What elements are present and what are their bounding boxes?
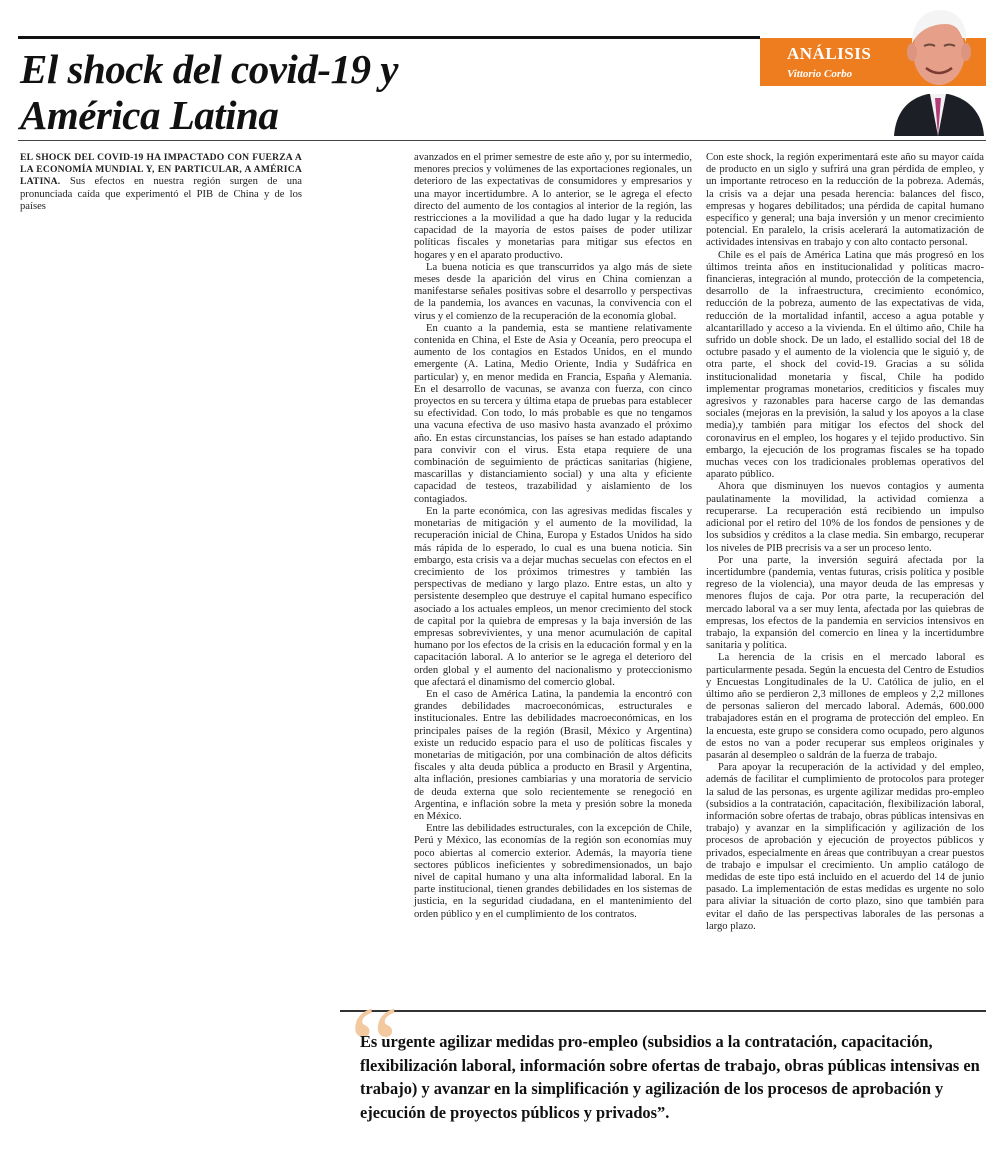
- section-label: ANÁLISIS: [787, 44, 872, 63]
- header-divider: [18, 140, 986, 141]
- author-name: Vittorio Corbo: [787, 68, 853, 80]
- paragraph: La buena noticia es que transcurridos ya algo más de siete meses desde la aparición del virus en China comienzan a manifestarse señales positivas sobre el desarrollo y perspectivas de la pandemia, los avances en vacunas, la convivencia con el virus y el comienzo de la recuperación de la economía global.: [414, 261, 692, 322]
- paragraph: Entre las debilidades estructurales, con la excepción de Chile, Perú y México, las economías de la región son economías muy poco abiertas al comercio exterior. Además, la mayoría tiene sectores públicos ineficientes y sobredimensionados, un bajo nivel de capital humano y una alta informalidad laboral. En la parte institucional, tienen grandes debilidades en los sistemas de justicia, en la seguridad ciudadana, en el mantenimiento del orden público y en el cumplimiento de los contratos.: [414, 823, 692, 920]
- article-column-2: [414, 152, 692, 921]
- headline-line-1: El shock del covid-19 y: [20, 46, 398, 92]
- article-column-1: [20, 152, 302, 213]
- paragraph: La herencia de la crisis en el mercado laboral es particularmente pesada. Según la encuesta del Centro de Estudios y Encuestas Longitudinales de la U. Católica de julio, en el último año se perdieron 2,3 millones de empleos y 2,2 millones de personas salieron del mercado laboral. Además, 600.000 trabajadores están en el programa de protección del empleo. En la encuesta, este grupo se considera como ocupado, pero algunos de estos no van a poder recuperar sus empleos originales y pasarán al desempleo o saldrán de la fuerza de trabajo.: [706, 652, 984, 761]
- lead-caps: EL SHOCK DEL COVID-19 HA IMPACTADO CON FUERZA A LA ECONOMÍA MUNDIAL Y, EN PARTICULAR, A AMÉRICA LATINA.: [20, 152, 302, 188]
- quote-mark-icon: “: [350, 984, 399, 1106]
- paragraph: En la parte económica, con las agresivas medidas fiscales y monetarias de mitigación y el aumento de la movilidad, la recuperación inicial de China, Europa y Estados Unidos ha sido más rápida de lo esperado, lo cual es una buena noticia. Sin embargo, esta crisis va a dejar muchas secuelas con efectos en el crecimiento de los próximos trimestres y también las perspectivas de mediano y largo plazo. Entre estas, un alto y persistente desempleo que destruye el capital humano específico asociado a los actuales empleos, un menor crecimiento del stock de capital por la quiebra de empresas y la baja inversión de las empresas sobrevivientes, y una menor acumulación de capital humano por los efectos de la crisis en la educación formal y en la capacitación laboral. A lo anterior se le agrega el deterioro del orden global y el aumento del nacionalismo y proteccionismo que afectará el dinamismo del comercio global.: [414, 505, 692, 688]
- pullquote-rule: [340, 1010, 986, 1012]
- pullquote: Es urgente agilizar medidas pro-empleo (subsidios a la contratación, capacitación, flexibilización laboral, información sobre ofertas de trabajo, obras públicas intensivas en trabajo) y avanzar en la simplificación y agilización de los procesos de aprobación y ejecución de proyectos públicos y privados”.: [360, 1032, 980, 1122]
- article-column-3: [706, 152, 984, 933]
- paragraph: En el caso de América Latina, la pandemia la encontró con grandes debilidades macroeconómicas, estructurales e institucionales. Entre las debilidades macroeconómicas, en los principales países de la región (Brasil, México y Argentina) existe un reducido espacio para el uso de políticas fiscales y monetarias de mitigación, por una combinación de altos déficits fiscales y alta deuda pública a producto en Brasil y Argentina, alta inflación, presiones cambiarias y una moratoria de servicio de deuda externa que solo recientemente se renegoció en Argentina, e inflación sobre la meta y presión sobre la moneda en México.: [414, 688, 692, 822]
- paragraph: Para apoyar la recuperación de la actividad y del empleo, además de facilitar el cumplimiento de protocolos para proteger la salud de las personas, es urgente agilizar medidas pro-empleo (subsidios a la contratación, capacitación, flexibilización laboral, información sobre ofertas de trabajo, obras públicas intensivas en trabajo) y avanzar en la simplificación y agilización de los procesos de aprobación y ejecución de proyectos públicos y privados, especialmente en áreas que contribuyan a crear puestos de trabajo e impulsar el crecimiento. Un amplio catálogo de medidas de este tipo está incluido en el acuerdo del 14 de junio pasado. La implementación de estas medidas es urgente no solo para aliviar la situación de corto plazo, sino que también para evitar el daño de las perspectivas laborales de las personas a largo plazo.: [706, 762, 984, 932]
- lead-paragraph: [20, 152, 302, 213]
- paragraph: Chile es el país de América Latina que más progresó en los últimos treinta años en institucionalidad y políticas macro-financieras, integración al mundo, protección de la competencia, desarrollo de la infraestructura, crecimiento económico, reducción de la pobreza, aumento de las expectativas de vida, reducción de la mortalidad infantil, acceso a agua potable y alcantarillado y acceso a la vivienda. En el último año, Chile ha sufrido un doble shock. De un lado, el estallido social del 18 de octubre pasado y el aumento de la violencia que le siguió y, de otra parte, el shock del covid-19. Gracias a su sólida institucionalidad monetaria y fiscal, Chile ha podido implementar programas monetarios, crediticios y fiscales muy agresivos y razonables para hacerse cargo de las demandas sociales (mejoras en la previsión, la salud y los apoyos a la clase media),y también para mitigar los efectos del shock del coronavirus en el empleo, los hogares y el tejido productivo. Sin embargo, la ejecución de los programas fiscales se ha topado muchas veces con los tradicionales problemas operativos del aparato público.: [706, 249, 984, 481]
- paragraph: En cuanto a la pandemia, esta se mantiene relativamente contenida en China, el Este de Asia y Oceanía, pero preocupa el aumento de los contagios en Estados Unidos, en el mundo emergente (A. Latina, Medio Oriente, India y Sudáfrica en particular) y, en menor medida en Francia, España y Alemania. En el desarrollo de vacunas, se avanza con fuerza, con cinco proyectos en su tercera y última etapa de pruebas para establecer su efectividad. Con todo, lo más probable es que no tengamos una vacuna efectiva de uso masivo hasta avanzado el próximo año. En estas circunstancias, los países se han estado adaptando para convivir con el virus. Esta etapa requiere de una combinación de seguimiento de prácticas sanitarias (higiene, mascarillas y distanciamiento social) y una alta y eficiente capacidad de testeos, trazabilidad y aislamiento de los contagiados.: [414, 322, 692, 505]
- author-photo: [888, 0, 988, 136]
- top-rule: [18, 36, 760, 39]
- paragraph: Con este shock, la región experimentará este año su mayor caída de producto en un siglo y sufrirá una gran pérdida de empleo, y un importante retroceso en la reducción de la pobreza. Además, la crisis va a dejar una pesada herencia: balances del fisco, empresas y hogares debilitados; una pérdida de capital humano específico y general; una baja inversión y un menor crecimiento potencial. En paralelo, la crisis acelerará la automatización de actividades intensivas en trabajo y con alto contacto personal.: [706, 152, 984, 249]
- paragraph: Por una parte, la inversión seguirá afectada por la incertidumbre (pandemia, ventas futuras, crisis política y posible regreso de la violencia), una mayor deuda de las empresas y menores flujos de caja. Por otra parte, la recuperación del mercado laboral va a ser muy lenta, afectada por las quiebras de empresas, los efectos de la pandemia en servicios intensivos en trabajo, la expansión del comercio en línea y la incertidumbre sanitaria y política.: [706, 554, 984, 652]
- paragraph: avanzados en el primer semestre de este año y, por su intermedio, menores precios y volúmenes de las exportaciones regionales, un deterioro de las expectativas de consumidores y empresarios y una mayor incertidumbre. A lo anterior, se le agrega el efecto directo del aumento de los contagios al interior de la región, las restricciones a la movilidad a que ha dado lugar y la reducida capacidad de la mayoría de estos países de poder utilizar políticas fiscales y monetarias para mitigar sus efectos en hogares y en el aparato productivo.: [414, 152, 692, 261]
- lead-rest: Sus efectos en nuestra región surgen de una pronunciada caída que experimentó el PIB de China y de los países: [20, 176, 302, 212]
- headline-line-2: América Latina: [20, 92, 279, 138]
- paragraph: Ahora que disminuyen los nuevos contagios y aumenta paulatinamente la movilidad, la actividad comienza a recuperarse. La recuperación está recibiendo un impulso adicional por el retiro del 10% de los fondos de pensiones y de los subsidios y créditos a la clase media. Sin embargo, recuperar los niveles de PIB precrisis va a ser un proceso lento.: [706, 481, 984, 554]
- headline: [20, 46, 740, 138]
